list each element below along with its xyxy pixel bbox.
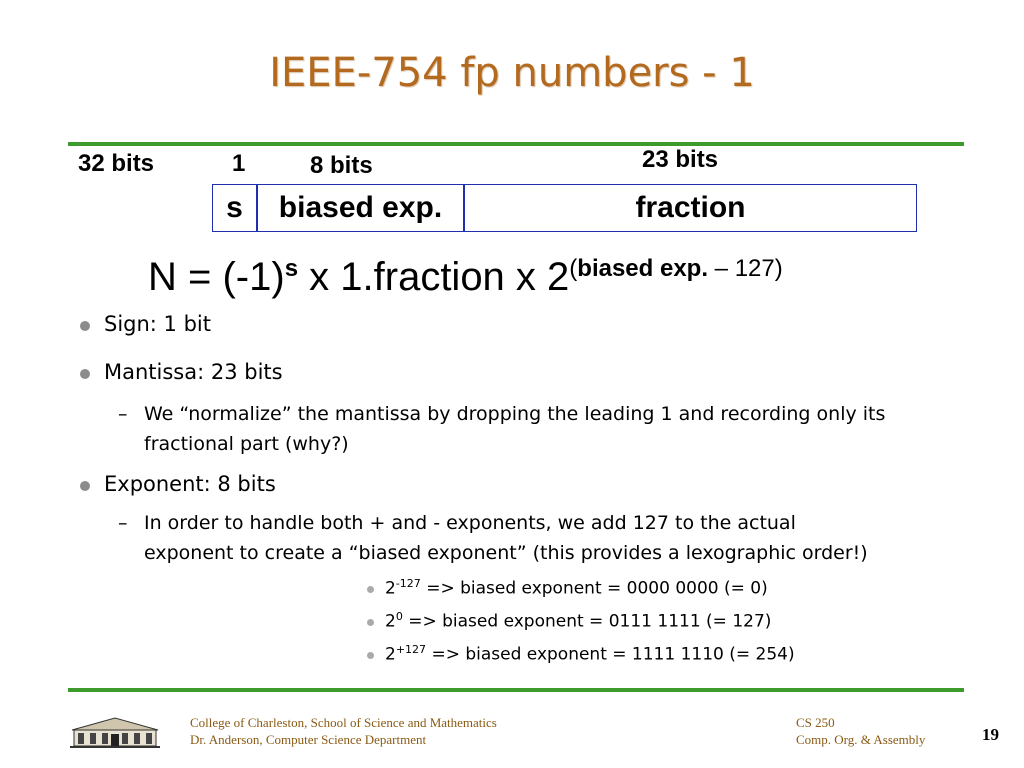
sign-field-box: s	[212, 184, 257, 232]
slide-title: IEEE-754 fp numbers - 1	[269, 50, 755, 96]
example-dot	[367, 586, 374, 593]
bullet-exponent: Exponent: 8 bits	[104, 472, 276, 496]
example-dot	[367, 652, 374, 659]
college-logo	[70, 712, 160, 750]
formula-biased-exp: biased exp.	[577, 255, 709, 282]
sub-bullet-dash: –	[118, 403, 128, 425]
bullet-mantissa: Mantissa: 23 bits	[104, 360, 283, 384]
sign-bits-label: 1	[232, 150, 246, 177]
footer-course: CS 250	[796, 715, 835, 730]
formula-sign-exponent: s	[284, 255, 299, 282]
example-row: $2^{-127}$ => biased exponent = 0000 0000 (= 0)	[385, 577, 768, 599]
page-number: 19	[982, 725, 999, 744]
mantissa-note-line1: We “normalize” the mantissa by dropping the leading 1 and recording only its	[144, 403, 886, 425]
total-bits-label: 32 bits	[78, 150, 155, 177]
sub-bullet-dash: –	[118, 512, 128, 534]
footer-college: College of Charleston, School of Science and Mathematics	[190, 715, 497, 730]
fraction-field-box: fraction	[464, 184, 917, 232]
bottom-divider	[68, 688, 964, 692]
exponent-note-line2: exponent to create a “biased exponent” (this provides a lexographic order!)	[144, 542, 868, 564]
bullet-dot	[80, 369, 90, 379]
footer-department: Dr. Anderson, Computer Science Department	[190, 732, 427, 747]
value-formula	[148, 255, 783, 300]
exponent-note-line1: In order to handle both + and - exponents, we add 127 to the actual	[144, 512, 796, 534]
mantissa-note-line2: fractional part (why?)	[144, 433, 349, 455]
formula-power	[569, 255, 782, 282]
formula-base: N = (-1)	[148, 255, 285, 299]
bullet-dot	[80, 481, 90, 491]
formula-middle: x 1.fraction x 2	[298, 255, 570, 299]
fraction-bits-label: 23 bits	[642, 146, 719, 173]
example-row: $2^{+127}$ => biased exponent = 1111 1110 (= 254)	[385, 643, 795, 665]
formula-open-paren: (	[569, 255, 578, 282]
bullet-dot	[80, 321, 90, 331]
example-dot	[367, 619, 374, 626]
formula-minus-bias: – 127)	[708, 255, 783, 282]
exponent-field-box: biased exp.	[257, 184, 464, 232]
bullet-sign: Sign: 1 bit	[104, 312, 211, 336]
top-divider	[68, 142, 964, 146]
exponent-bits-label: 8 bits	[310, 152, 373, 179]
footer-topic: Comp. Org. & Assembly	[796, 732, 926, 747]
example-row: $2^0$ => biased exponent = 0111 1111 (= 127)	[385, 610, 772, 632]
